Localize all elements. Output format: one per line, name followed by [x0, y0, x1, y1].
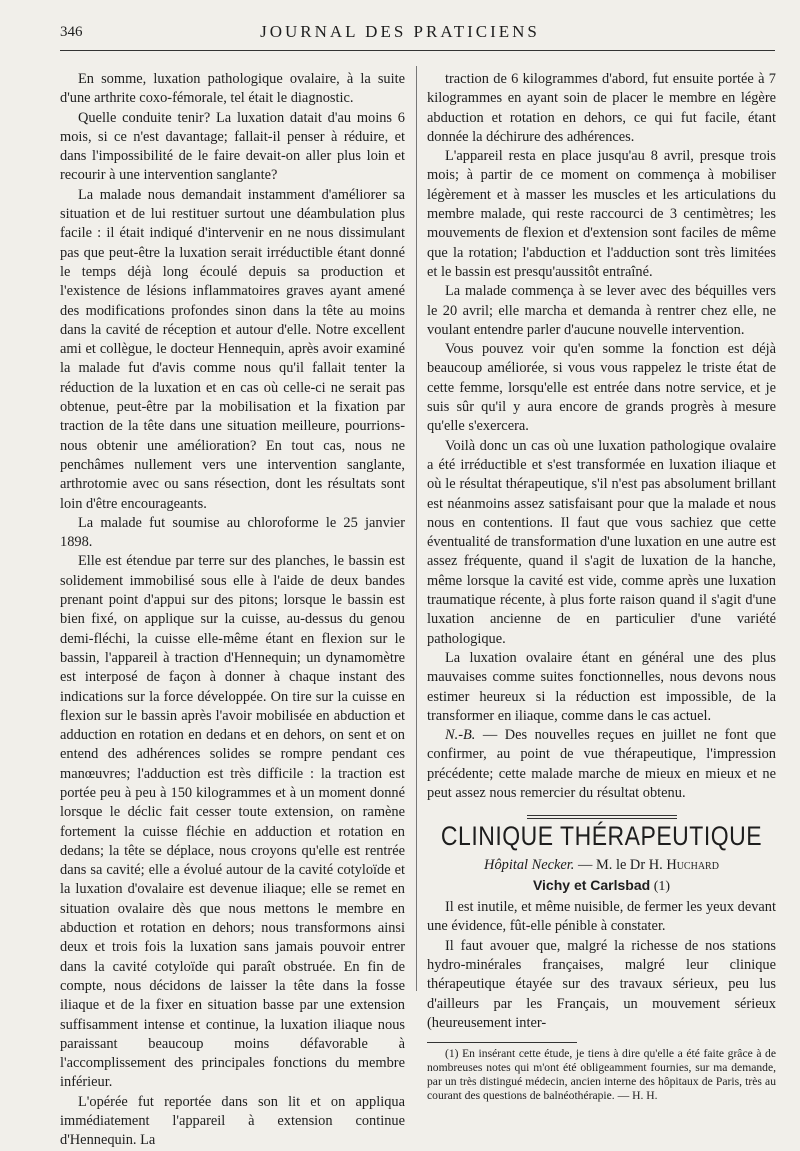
subtitle-text: Vichy et Carlsbad — [532, 876, 651, 893]
journal-title: JOURNAL DES PRATICIENS — [260, 22, 540, 41]
page-header — [0, 22, 800, 46]
paragraph: La malade nous demandait instamment d'améliorer sa situation et de lui restituer surtout une déambulation plus facile : il était indiqué d'intervenir en ne nous dissimulant pas que peut-être la luxation serait irréductible étant donné le temps déjà long écoulé depuis sa production et l'existence de lésions inflammatoires graves ayant amené des modifications profondes sinon dans la tête au moins dans la cavité de réception et autour d'elle. Notre excellent ami et collègue, le docteur Hennequin, après avoir examiné la malade fut d'avis comme nous qu'il fallait tenter la réduction de la luxation et en cas où celle-ci ne serait pas obtenue, peut-être par la mobilisation et la fixation par traction de la tête dans une situation meilleure, pourrions-nous obtenir une amélioration? En tout cas, nous ne penchâmes nullement vers une intervention sanglante, arthrotomie avec ou sans résection, dont les résultats sont loin d'être encourageants. — [60, 186, 405, 512]
nota-bene-paragraph — [427, 726, 776, 803]
page-number: 346 — [60, 24, 83, 40]
paragraph: Il est inutile, et même nuisible, de fermer les yeux devant une évidence, fût-elle pénible à constater. — [427, 899, 776, 935]
paragraph: traction de 6 kilogrammes d'abord, fut ensuite portée à 7 kilogrammes en ayant soin de placer le membre en légère abduction et rotation en dehors, ce qui fut facile, étant donnée la déchirure des adhérences. — [427, 71, 776, 145]
byline-hospital: Hôpital Necker. — [484, 856, 575, 873]
nota-bene-label: N.-B. — [445, 727, 476, 744]
paragraph: Quelle conduite tenir? La luxation datait d'au moins 6 mois, si ce n'est davantage; fallait-il penser à réduire, et dans l'impossibilité de le faire devait-on aller plus loin et recourir à une intervention sanglante? — [60, 109, 405, 184]
paragraph: L'opérée fut reportée dans son lit et on appliqua immédiatement l'appareil à extension continue d'Hennequin. La — [60, 1093, 405, 1149]
paragraph: Il faut avouer que, malgré la richesse de nos stations hydro-minérales françaises, malgré leur clinique thérapeutique étayée sur des travaux sérieux, peu lus d'ailleurs par les Français, un mouvement sérieux (heureusement inter- — [427, 937, 776, 1031]
byline-name: Huchard — [666, 856, 719, 873]
paragraph: La malade fut soumise au chloroforme le 25 janvier 1898. — [60, 514, 405, 551]
paragraph: Elle est étendue par terre sur des planches, le bassin est solidement immobilisé sous elle à l'aide de deux bandes prenant point d'appui sur des pitons; lorsque le bassin est bien fixé, on applique sur la cuisse, au-dessus du genou demi-fléchi, la cuisse elle-même étant en flexion sur le bassin, l'appareil à traction d'Hennequin; un dynamomètre est interposé de façon à donner à chaque instant des indications sur la force développée. On tire sur la cuisse en flexion sur le bassin après l'avoir mobilisée en abduction et adduction en rotation en dedans et en dehors, on sent et on entend des adhérences solides se rompre pendant ces manœuvres; l'adduction est très difficile : la traction est portée peu à peu à 150 kilogrammes et à un moment donné lorsque le déclic fait cesser toute extension, on ramène fortement la cuisse fléchie en adduction et rotation en dedans; la tête se déplace, nous croyons qu'elle est rentrée dans sa cavité; elle a évolué autour de la cavité cotyloïde et la luxation d'ovalaire est devenue iliaque; elle se remet en situation ovalaire dès que nous mettons le membre en abduction et rotation en dehors; nous transformons ainsi deux et trois fois la luxation sans jamais pouvoir entrer dans la cavité cotyloïde qui paraît obstruée. En fin de compte, nous décidons de laisser la tête dans la fosse iliaque et de la fixer en situation basse par une extension suffisamment intense et continue, la luxation iliaque nous paraissant beaucoup moins défavorable à l'accomplissement des principales fonctions du membre inférieur. — [60, 553, 405, 1091]
paragraph: La malade commença à se lever avec des béquilles vers le 20 avril; elle marcha et demanda à rentrer chez elle, ne voulant entendre parler d'aucune nouvelle intervention. — [427, 283, 776, 338]
byline — [427, 856, 776, 875]
article-subtitle — [427, 876, 776, 896]
left-column — [60, 70, 405, 1151]
column-divider — [416, 66, 417, 991]
paragraph: La luxation ovalaire étant en général une des plus mauvaises comme suites fonctionnelles, nous devons nous estimer heureux si la réduction est impossible, de la transformer en iliaque, comme dans le cas actuel. — [427, 649, 776, 724]
byline-author: — M. le Dr H. — [574, 856, 667, 873]
paragraph: Voilà donc un cas où une luxation pathologique ovalaire a été irréductible et s'est transformée en luxation iliaque et où le résultat thérapeutique, s'il n'est pas absolument brillant est néanmoins assez satisfaisant pour que la malade et nous nous en contentions. Il faut que vous sachiez que cette éventualité de transformation d'une luxation en une autre est assez fréquente, quand il s'agit de luxation de la hanche, même lorsque la cavité est vide, comme après une luxation traumatique récente, à plus forte raison quand il s'agit d'une luxation ancienne de en particulier d'une variété pathologique. — [427, 437, 776, 647]
section-rule — [527, 815, 677, 819]
footnote-rule — [427, 1042, 577, 1043]
footnote: (1) En insérant cette étude, je tiens à dire qu'elle a été faite grâce à de nombreuses notes qui m'ont été obligeamment fournies, sur ma demande, par un très distingué médecin, ancien interne des hôpitaux de Paris, très au courant des questions de balnéothérapie. — H. H. — [427, 1047, 776, 1103]
paragraph: Vous pouvez voir qu'en somme la fonction est déjà beaucoup améliorée, si vous vous rappelez le triste état de cette femme, lorsqu'elle est entrée dans notre service, et je suis sûr qu'il y aura encore de grands progrès à mesure qu'elle s'exercera. — [427, 341, 776, 435]
paragraph: En somme, luxation pathologique ovalaire, à la suite d'une arthrite coxo-fémorale, tel était le diagnostic. — [60, 71, 405, 107]
footnote-ref: (1) — [650, 878, 671, 894]
right-column — [427, 70, 776, 1103]
section-title: CLINIQUE THÉRAPEUTIQUE — [440, 821, 763, 852]
header-rule — [60, 50, 775, 51]
nota-bene-text: — Des nouvelles reçues en juillet ne font que confirmer, au point de vue thérapeutique, l'impression précédente; cette malade marche de mieux en mieux et ne peut assez nous remercier du résultat obtenu. — [427, 727, 776, 801]
paragraph: L'appareil resta en place jusqu'au 8 avril, presque trois mois; à partir de ce moment on commença à mobiliser légèrement et à masser les muscles et les articulations du membre malade, qui reste raccourci de 3 centimètres; les mouvements de flexion et d'extension sont faciles de même que la rotation; l'abduction et l'adduction sont très limitées et le bassin est presqu'aussitôt entraîné. — [427, 148, 776, 280]
